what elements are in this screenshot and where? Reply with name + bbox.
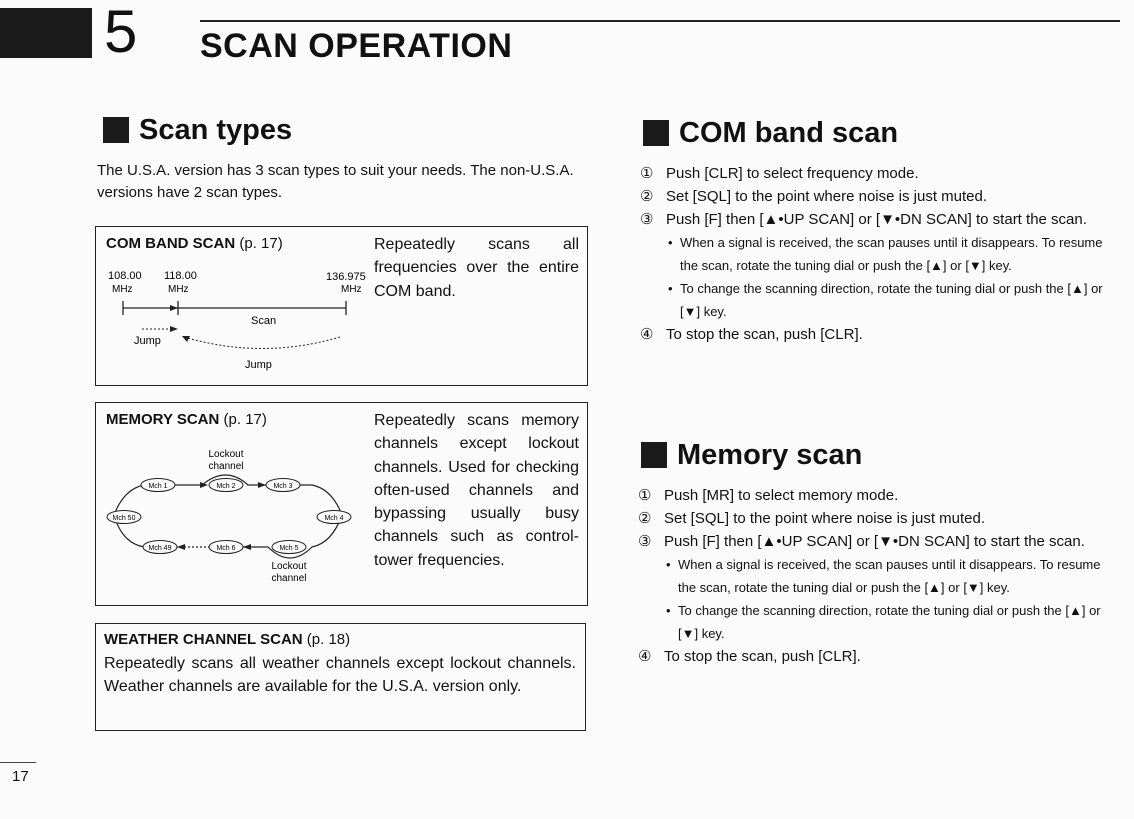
square-bullet-icon bbox=[641, 442, 667, 468]
com-scan-heading-text: COM band scan bbox=[679, 117, 899, 149]
memory-notes bbox=[638, 553, 1120, 645]
memory-scan-steps bbox=[638, 484, 1120, 668]
jump-label-left: Jump bbox=[134, 335, 161, 347]
square-bullet-icon bbox=[103, 117, 129, 143]
memory-box-title-text: MEMORY SCAN bbox=[106, 411, 220, 428]
lockout-bottom-line2: channel bbox=[271, 573, 307, 584]
com-box-ref: (p. 17) bbox=[239, 235, 283, 252]
chapter-number: 5 bbox=[104, 0, 138, 65]
com-band-diagram bbox=[102, 265, 382, 377]
channel-mch4 bbox=[317, 511, 351, 524]
chapter-title: SCAN OPERATION bbox=[200, 27, 513, 65]
channel-mch3-label: Mch 3 bbox=[273, 483, 293, 490]
com-step-4: ④ To stop the scan, push [CLR]. bbox=[640, 326, 863, 343]
memory-box-ref: (p. 17) bbox=[223, 411, 267, 428]
com-step-3: ③ Push [F] then [▲•UP SCAN] or [▼•DN SCAN] to start the scan. bbox=[640, 211, 1087, 228]
channel-mch2 bbox=[209, 479, 243, 492]
com-box-title bbox=[106, 233, 283, 255]
freq-high-label: 136.975 bbox=[326, 271, 366, 283]
header-rule bbox=[200, 20, 1120, 22]
scan-types-intro: The U.S.A. version has 3 scan types to suit your needs. The non-U.S.A. versions have 2 scan types. bbox=[97, 162, 574, 201]
memory-box-description: Repeatedly scans memory channels except lockout channels. Used for checking often-used channels and bypassing usually busy channels such as control-tower frequencies. bbox=[374, 412, 579, 569]
lockout-top-line1: Lockout bbox=[208, 449, 244, 460]
scan-types-heading-text: Scan types bbox=[139, 114, 293, 146]
freq-mid-label: 118.00 bbox=[164, 270, 197, 282]
lockout-top-line2: channel bbox=[208, 461, 244, 472]
channel-mch1-label: Mch 1 bbox=[148, 483, 168, 490]
com-scan-heading bbox=[643, 115, 898, 151]
channel-mch4-label: Mch 4 bbox=[324, 515, 344, 522]
memory-step-2: ② Set [SQL] to the point where noise is just muted. bbox=[638, 510, 986, 527]
memory-scan-heading bbox=[641, 437, 862, 473]
com-box-description: Repeatedly scans all frequencies over the entire COM band. bbox=[374, 236, 579, 300]
freq-low-unit: MHz bbox=[112, 284, 133, 295]
com-step-1: ① Push [CLR] to select frequency mode. bbox=[640, 165, 919, 182]
weather-box-title-text: WEATHER CHANNEL SCAN bbox=[104, 631, 303, 648]
com-notes bbox=[640, 231, 1122, 323]
memory-step-4: ④ To stop the scan, push [CLR]. bbox=[638, 648, 861, 665]
memory-scan-diagram bbox=[102, 439, 372, 599]
jump-arrow-icon bbox=[170, 326, 178, 332]
memory-scan-box bbox=[95, 402, 588, 606]
memory-scan-heading-text: Memory scan bbox=[677, 439, 863, 471]
com-note-2: • To change the scanning direction, rotate the tuning dial or push the [▲] or [▼] key. bbox=[668, 281, 1103, 319]
com-scan-steps bbox=[640, 162, 1122, 346]
channel-mch50 bbox=[107, 511, 141, 524]
channel-mch49 bbox=[143, 541, 177, 554]
jump-curve-arrow-icon bbox=[182, 336, 190, 342]
square-bullet-icon bbox=[643, 120, 669, 146]
lockout-bottom-line1: Lockout bbox=[271, 561, 307, 572]
jump-curve bbox=[184, 337, 340, 349]
weather-channel-scan-box bbox=[95, 623, 586, 731]
arrow-to-mch3-icon bbox=[258, 482, 266, 488]
memory-note-2: • To change the scanning direction, rotate the tuning dial or push the [▲] or [▼] key. bbox=[666, 603, 1101, 641]
scan-types-heading bbox=[103, 112, 292, 148]
page-number: 17 bbox=[12, 768, 29, 785]
arrow-to-mch49-icon bbox=[177, 544, 185, 550]
channel-mch1 bbox=[141, 479, 175, 492]
channel-mch5 bbox=[272, 541, 306, 554]
channel-mch6 bbox=[209, 541, 243, 554]
freq-mid-unit: MHz bbox=[168, 284, 189, 295]
weather-box-title bbox=[104, 629, 350, 651]
arrow-to-mch6-icon bbox=[243, 544, 251, 550]
channel-mch3 bbox=[266, 479, 300, 492]
com-band-scan-box bbox=[95, 226, 588, 386]
memory-step-3: ③ Push [F] then [▲•UP SCAN] or [▼•DN SCAN] to start the scan. bbox=[638, 533, 1085, 550]
com-box-title-text: COM BAND SCAN bbox=[106, 235, 236, 252]
channel-mch2-label: Mch 2 bbox=[216, 483, 236, 490]
scan-label: Scan bbox=[251, 315, 277, 327]
channel-mch50-label: Mch 50 bbox=[112, 515, 136, 522]
com-note-1: • When a signal is received, the scan pauses until it disappears. To resume the scan, rotate the tuning dial or push the [▲] or [▼] key. bbox=[668, 235, 1103, 273]
jump-label-bottom: Jump bbox=[245, 359, 272, 371]
channel-mch5-label: Mch 5 bbox=[279, 545, 299, 552]
page-number-rule bbox=[0, 762, 36, 763]
channel-mch49-label: Mch 49 bbox=[148, 545, 172, 552]
weather-box-description: Repeatedly scans all weather channels except lockout channels. Weather channels are available for the U.S.A. version only. bbox=[104, 655, 576, 696]
com-step-2: ② Set [SQL] to the point where noise is just muted. bbox=[640, 188, 988, 205]
memory-note-1: • When a signal is received, the scan pauses until it disappears. To resume the scan, rotate the tuning dial or push the [▲] or [▼] key. bbox=[666, 557, 1101, 595]
channel-mch6-label: Mch 6 bbox=[216, 545, 236, 552]
freq-high-unit: MHz bbox=[341, 284, 362, 295]
memory-box-title bbox=[106, 409, 267, 431]
chapter-tab bbox=[0, 8, 92, 58]
memory-step-1: ① Push [MR] to select memory mode. bbox=[638, 487, 899, 504]
freq-low-label: 108.00 bbox=[108, 270, 142, 282]
band-arrow-icon bbox=[170, 305, 178, 311]
weather-box-ref: (p. 18) bbox=[306, 631, 351, 648]
